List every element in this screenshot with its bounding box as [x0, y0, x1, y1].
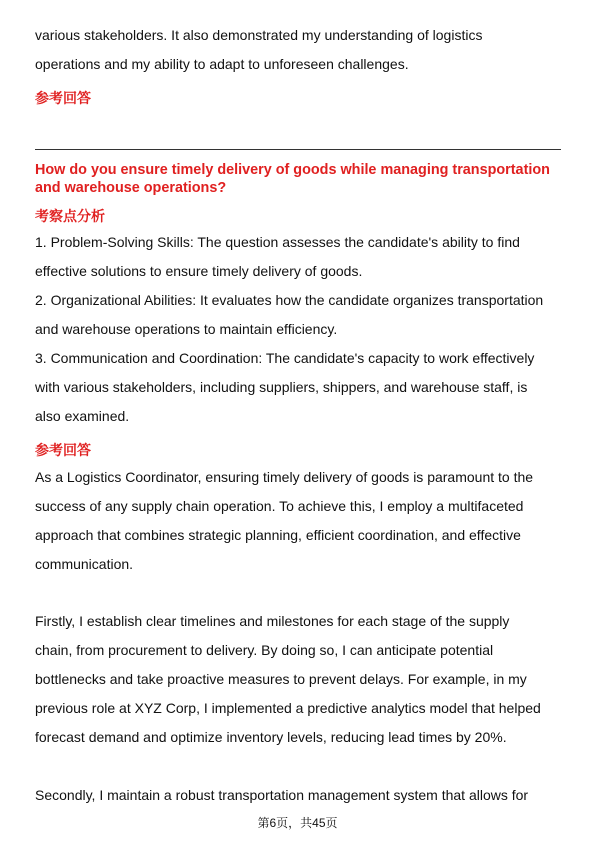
answer-line: Secondly, I maintain a robust transportation management system that allows for [35, 787, 529, 803]
analysis-heading: 考察点分析 [35, 208, 105, 224]
analysis-line: 2. Organizational Abilities: It evaluates how the candidate organizes transportation [35, 292, 544, 308]
question-title-line: How do you ensure timely delivery of goods while managing transportation [35, 162, 550, 178]
analysis-line: and warehouse operations to maintain efficiency. [35, 321, 338, 337]
answer-line: chain, from procurement to delivery. By doing so, I can anticipate potential [35, 642, 494, 658]
analysis-line: effective solutions to ensure timely delivery of goods. [35, 263, 363, 279]
analysis-line: also examined. [35, 408, 130, 424]
body-text-line: various stakeholders. It also demonstrated my understanding of logistics [35, 27, 483, 43]
reference-answer-heading: 参考回答 [35, 442, 91, 458]
answer-line: forecast demand and optimize inventory levels, reducing lead times by 20%. [35, 729, 507, 745]
page-number-footer: 第6页，共45页 [257, 816, 338, 830]
answer-line: communication. [35, 556, 134, 572]
answer-line: Firstly, I establish clear timelines and milestones for each stage of the supply [35, 613, 510, 629]
analysis-line: 3. Communication and Coordination: The candidate's capacity to work effectively [35, 350, 535, 366]
answer-line: approach that combines strategic planning, efficient coordination, and effective [35, 527, 521, 543]
answer-line: bottlenecks and take proactive measures to prevent delays. For example, in my [35, 671, 527, 687]
body-text-line: operations and my ability to adapt to unforeseen challenges. [35, 56, 409, 72]
answer-line: As a Logistics Coordinator, ensuring timely delivery of goods is paramount to the [35, 469, 534, 485]
reference-answer-heading: 参考回答 [35, 90, 91, 106]
analysis-line: 1. Problem-Solving Skills: The question assesses the candidate's ability to find [35, 234, 520, 250]
section-divider [35, 149, 561, 150]
answer-line: success of any supply chain operation. To achieve this, I employ a multifaceted [35, 498, 524, 514]
question-title-line: and warehouse operations? [35, 180, 227, 196]
answer-line: previous role at XYZ Corp, I implemented a predictive analytics model that helped [35, 700, 541, 716]
analysis-line: with various stakeholders, including suppliers, shippers, and warehouse staff, is [35, 379, 528, 395]
document-page [35, 0, 561, 842]
